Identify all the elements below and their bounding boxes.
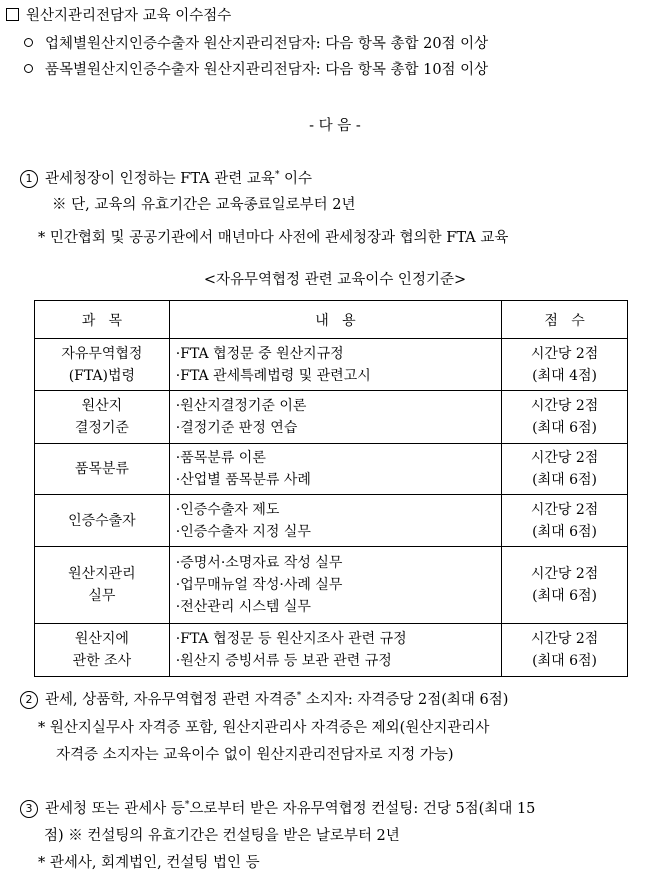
content-cell: ·FTA 협정문 등 원산지조사 관련 규정 ·원산지 증빙서류 등 보관 관련 규정 — [169, 624, 501, 677]
subject-cell: 원산지 결정기준 — [35, 391, 170, 444]
bullet-text-2: 품목별원산지인증수출자 원산지관리전담자: 다음 항목 총합 10점 이상 — [45, 62, 489, 78]
item-1 — [20, 169, 312, 189]
circled-number-3: 3 — [20, 800, 38, 818]
item-3-text: 관세청 또는 관세사 등 — [45, 801, 185, 817]
item-3-footnote: * 관세사, 회계법인, 컨설팅 법인 등 — [38, 855, 260, 871]
header-subject: 과 목 — [35, 301, 170, 339]
table-header-row — [35, 301, 628, 339]
content-cell: ·원산지결정기준 이론 ·결정기준 판정 연습 — [169, 391, 501, 444]
subject-cell: 품목분류 — [35, 444, 170, 495]
circle-bullet-icon — [24, 64, 33, 73]
item-3-line-2: 점) ※ 컨설팅의 유효기간은 컨설팅을 받은 날로부터 2년 — [44, 828, 400, 844]
table-row — [35, 495, 628, 547]
score-cell: 시간당 2점 (최대 6점) — [502, 391, 628, 444]
section-title — [6, 6, 231, 26]
table-row — [35, 444, 628, 495]
subject-cell: 원산지에 관한 조사 — [35, 624, 170, 677]
item-2-text: 관세, 상품학, 자유무역협정 관련 자격증 — [45, 692, 297, 708]
education-table — [34, 300, 628, 677]
circled-number-2: 2 — [20, 691, 38, 709]
item-1-text-end: 이수 — [279, 171, 313, 187]
bullet-text-1: 업체별원산지인증수출자 원산지관리전담자: 다음 항목 총합 20점 이상 — [45, 36, 489, 52]
content-cell: ·증명서·소명자료 작성 실무 ·업무매뉴얼 작성·사례 실무 ·전산관리 시스템 실무 — [169, 547, 501, 624]
section-title-text: 원산지관리전담자 교육 이수점수 — [26, 8, 232, 24]
table-row — [35, 391, 628, 444]
content-cell: ·FTA 협정문 중 원산지규정 ·FTA 관세특례법령 및 관련고시 — [169, 339, 501, 391]
content-cell: ·품목분류 이론 ·산업별 품목분류 사례 — [169, 444, 501, 495]
item-2-note-line-1: * 원산지실무사 자격증 포함, 원산지관리사 자격증은 제외(원산지관리사 — [38, 720, 490, 736]
subject-cell: 원산지관리 실무 — [35, 547, 170, 624]
item-2-text-end: 소지자: 자격증당 2점(최대 6점) — [301, 692, 509, 708]
item-2 — [20, 690, 508, 710]
content-cell: ·인증수출자 제도 ·인증수출자 지정 실무 — [169, 495, 501, 547]
item-3 — [20, 799, 535, 819]
subject-cell: 인증수출자 — [35, 495, 170, 547]
footnote-mark: * — [274, 170, 280, 180]
item-1-note: ※ 단, 교육의 유효기간은 교육종료일로부터 2년 — [52, 197, 356, 213]
score-cell: 시간당 2점 (최대 6점) — [502, 547, 628, 624]
daeum-heading: - 다 음 - — [309, 118, 361, 134]
score-cell: 시간당 2점 (최대 4점) — [502, 339, 628, 391]
item-3-text-end: 으로부터 받은 자유무역협정 컨설팅: 건당 5점(최대 15 — [189, 801, 536, 817]
bullet-item — [24, 60, 488, 80]
table-caption: <자유무역협정 관련 교육이수 인정기준> — [203, 272, 467, 288]
table-row — [35, 339, 628, 391]
item-2-note-line-2: 자격증 소지자는 교육이수 없이 원산지관리전담자로 지정 가능) — [56, 747, 454, 763]
bullet-item — [24, 34, 488, 54]
footnote-mark: * — [184, 800, 190, 810]
table-row — [35, 624, 628, 677]
circle-bullet-icon — [24, 38, 33, 47]
footnote-mark: * — [296, 691, 302, 701]
score-cell: 시간당 2점 (최대 6점) — [502, 624, 628, 677]
subject-cell: 자유무역협정 (FTA)법령 — [35, 339, 170, 391]
item-1-text: 관세청장이 인정하는 FTA 관련 교육 — [45, 171, 275, 187]
item-1-footnote: * 민간협회 및 공공기관에서 매년마다 사전에 관세청장과 협의한 FTA 교육 — [38, 230, 509, 246]
square-bullet-icon — [6, 8, 19, 21]
header-content: 내 용 — [169, 301, 501, 339]
score-cell: 시간당 2점 (최대 6점) — [502, 444, 628, 495]
table-row — [35, 547, 628, 624]
header-score: 점 수 — [502, 301, 628, 339]
circled-number-1: 1 — [20, 170, 38, 188]
score-cell: 시간당 2점 (최대 6점) — [502, 495, 628, 547]
